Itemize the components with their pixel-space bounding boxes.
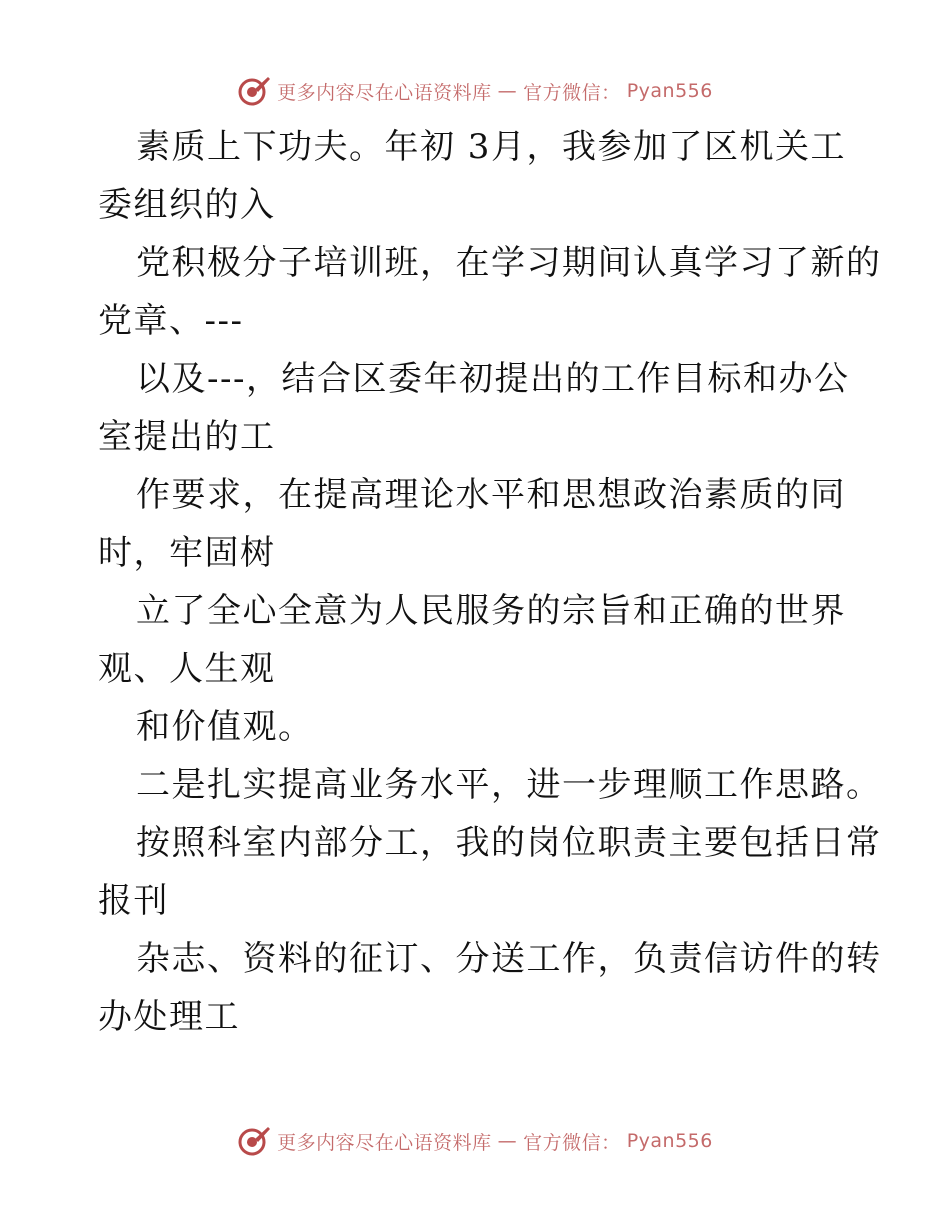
body-text-line: 党章、---	[98, 301, 244, 341]
body-text-line: 作要求，在提高理论水平和思想政治素质的同	[136, 475, 846, 515]
body-text-line: 室提出的工	[98, 417, 276, 457]
body-text-line: 杂志、资料的征订、分送工作，负责信访件的转	[136, 939, 882, 979]
body-text-line: 办处理工	[98, 997, 240, 1037]
watermark-handle: Pyan556	[626, 80, 713, 102]
pen-logo-icon	[237, 74, 271, 108]
watermark-text: 更多内容尽在心语资料库	[277, 1131, 492, 1154]
body-text-line: 以及---，结合区委年初提出的工作目标和办公	[136, 359, 850, 399]
document-body	[98, 118, 882, 1046]
watermark-handle: Pyan556	[626, 1130, 713, 1152]
watermark-label: 官方微信：	[523, 81, 621, 104]
body-text-line: 委组织的入	[98, 185, 276, 225]
watermark-text: 更多内容尽在心语资料库	[277, 81, 492, 104]
body-text-line: 和价值观。	[136, 707, 314, 747]
body-text-line: 时，牢固树	[98, 533, 276, 573]
body-text-line: 报刊	[98, 881, 169, 921]
watermark-separator: —	[497, 80, 518, 102]
body-text-line: 按照科室内部分工，我的岗位职责主要包括日常	[136, 823, 882, 863]
watermark-separator: —	[497, 1130, 518, 1152]
footer-watermark	[0, 1124, 950, 1158]
body-text-line: 观、人生观	[98, 649, 276, 689]
pen-logo-icon	[237, 1124, 271, 1158]
watermark-label: 官方微信：	[523, 1131, 621, 1154]
body-text-line: 党积极分子培训班，在学习期间认真学习了新的	[136, 243, 882, 283]
body-text-line: 素质上下功夫。年初 3月，我参加了区机关工	[136, 127, 846, 167]
body-text-line: 立了全心全意为人民服务的宗旨和正确的世界	[136, 591, 846, 631]
body-text-line: 二是扎实提高业务水平，进一步理顺工作思路。	[136, 765, 882, 805]
header-watermark	[0, 74, 950, 108]
